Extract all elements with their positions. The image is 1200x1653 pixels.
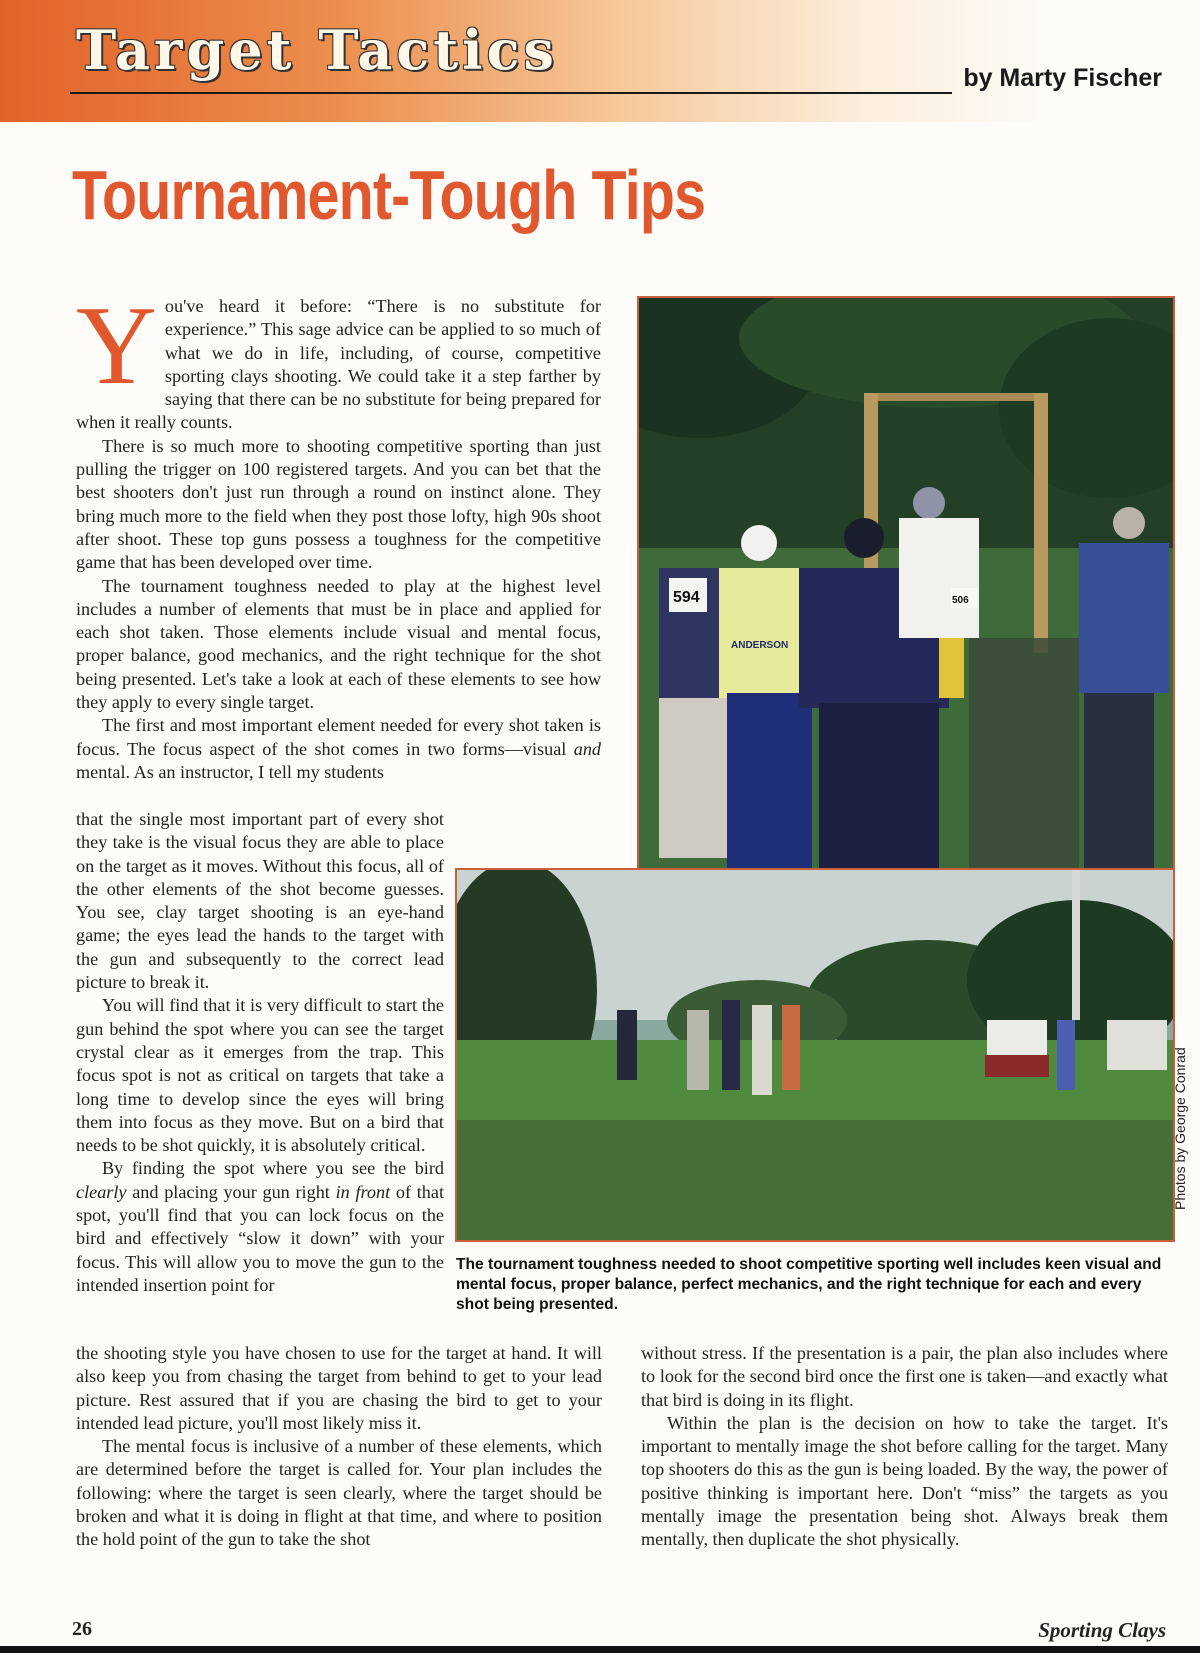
- paragraph-6-continued: the shooting style you have chosen to use for the target at hand. It will also keep you from chasing the target from behind to get to your lead picture. Rest assured that if you are chasing the bird to get to your intended lead picture, you'll most likely miss it.: [76, 1343, 602, 1433]
- paragraph-7-continued: without stress. If the presentation is a pair, the plan also includes where to look for the second bird once the first one is taken—and exactly what that bird is doing in its flight.: [641, 1343, 1168, 1410]
- article-column-left-top: [76, 284, 601, 784]
- photo-shooters-at-station: [637, 296, 1175, 870]
- paragraph-7: The mental focus is inclusive of a number of these elements, which are determined before the target is called for. Your plan includes the following: where the target is seen clearly, where the target should be broken and what it is doing in flight at that time, and where to position the hold point of the gun to take the shot: [76, 1436, 602, 1550]
- paragraph-4-continued: that the single most important part of every shot they take is the visual focus they are able to place on the target as it moves. Without this focus, all of the other elements of the shot become guesses. You see, clay target shooting is an eye-hand game; the eyes lead the hands to the target with the gun and subsequently to the correct lead picture to break it.: [76, 809, 444, 993]
- header-rule: [70, 92, 952, 94]
- paragraph-6-emphasis-1: clearly: [76, 1181, 127, 1202]
- bib-number-left: 594: [673, 589, 700, 606]
- bottom-rule: [0, 1646, 1200, 1653]
- paragraph-4-emphasis: and: [573, 738, 601, 759]
- photo-squad-on-field-image: [457, 870, 1173, 1240]
- paragraph-1: [76, 284, 601, 435]
- shirt-text: ANDERSON: [731, 640, 789, 651]
- paragraph-1-text: ou've heard it before: “There is no substitute for experience.” This sage advice can be applied to so much of what we do in life, including, of course, competitive sporting clays shooting. We could take it a step farther by saying that there can be no substitute for being prepared for when it really counts.: [76, 296, 601, 433]
- publication-name: Sporting Clays: [1038, 1618, 1166, 1642]
- paragraph-6-text-a: By finding the spot where you see the bird: [102, 1158, 444, 1179]
- bib-number-right: 506: [952, 595, 969, 606]
- paragraph-8: Within the plan is the decision on how to take the target. It's important to mentally image the shot before calling for the target. Many top shooters do this as the gun is being loaded. By the way, the power of positive thinking is important here. Don't “miss” the targets as you mentally image the presentation being shot. Always break them mentally, then duplicate the shot physically.: [641, 1412, 1168, 1550]
- paragraph-3: The tournament toughness needed to play at the highest level includes a number of elements that must be in place and applied for each shot taken. Those elements include visual and mental focus, proper balance, good mechanics, and the right technique for the shot being presented. Let's take a look at each of these elements to see how they apply to every single target.: [76, 575, 601, 713]
- paragraph-6-text-b: and placing your gun right: [126, 1181, 336, 1202]
- paragraph-4-text-a: The first and most important element needed for every shot taken is focus. The focus aspect of the shot comes in two forms—visual: [76, 715, 601, 759]
- paragraph-2: There is so much more to shooting competitive sporting than just pulling the trigger on 100 registered targets. And you can bet that the best shooters don't just run through a round on instinct alone. They bring much more to the field when they post those lofty, high 90s shoot after shoot. These top guns possess a toughness for the competitive game that has been developed over time.: [76, 435, 601, 573]
- article-column-left-narrow: [76, 808, 444, 1297]
- photo-squad-on-field: [455, 868, 1175, 1242]
- page-number: 26: [72, 1618, 92, 1640]
- paragraph-6-emphasis-2: in front: [335, 1181, 391, 1202]
- section-title: Target Tactics: [76, 18, 558, 82]
- photo-shooters-at-station-image: [639, 298, 1173, 868]
- paragraph-4-text-b: mental. As an instructor, I tell my students: [76, 761, 384, 782]
- paragraph-5: You will find that it is very difficult to start the gun behind the spot where you can see the target crystal clear as it emerges from the trap. This focus spot is not as critical on targets that take a long time to develop since the eyes will bring them into focus as they move. But on a bird that needs to be shot quickly, it is absolutely critical.: [76, 995, 444, 1156]
- headline: Tournament-Tough Tips: [72, 156, 706, 234]
- photo-credit: Photos by George Conrad: [1172, 1047, 1188, 1210]
- byline: by Marty Fischer: [963, 64, 1162, 92]
- photo-caption: The tournament toughness needed to shoot competitive sporting well includes keen visual and mental focus, proper balance, perfect mechanics, and the right technique for each and every shot being presented.: [456, 1256, 1162, 1313]
- drop-cap: Y: [76, 284, 157, 408]
- paragraph-4: [76, 714, 601, 784]
- article-column-right-bottom: [641, 1342, 1168, 1552]
- article-column-left-bottom: [76, 1342, 602, 1552]
- paragraph-6: [76, 1157, 444, 1297]
- paragraph-6-text-c: of that spot, you'll find that you can lock focus on the bird and effectively “slow it down” with your focus. This will allow you to move the gun to the intended insertion point for: [76, 1181, 444, 1295]
